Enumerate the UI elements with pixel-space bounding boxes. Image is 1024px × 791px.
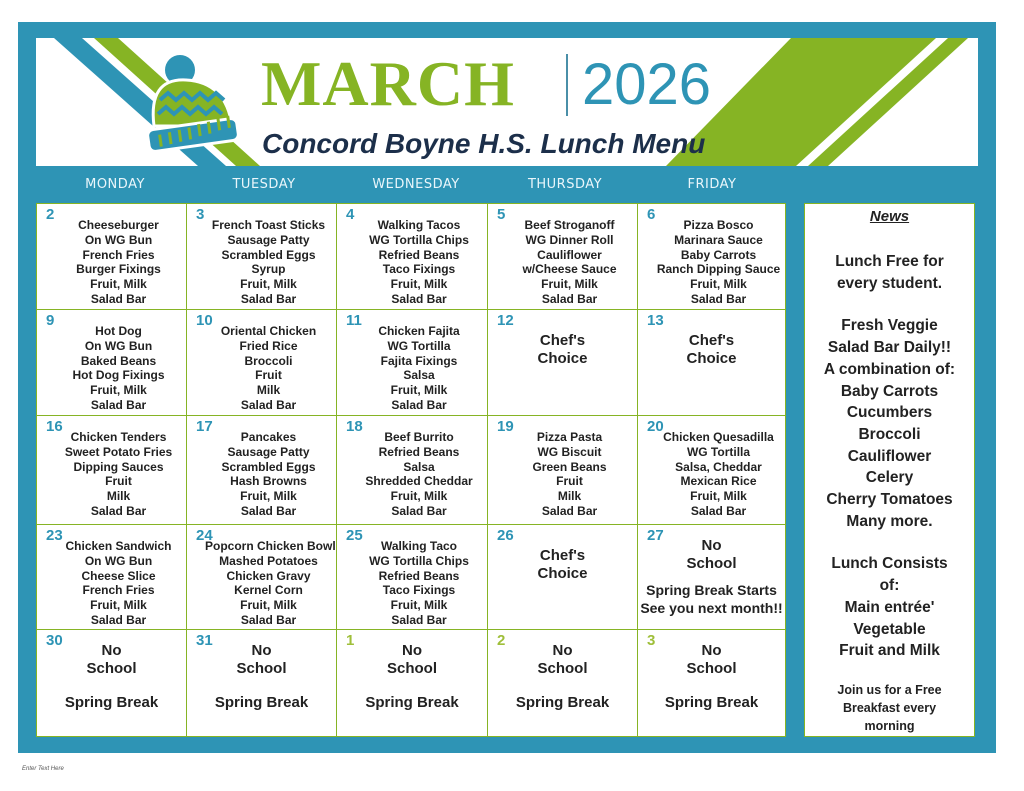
menu-item: Beef Burrito — [384, 430, 454, 444]
menu-item: Ranch Dipping Sauce — [656, 262, 781, 277]
menu-item: Fruit, Milk — [390, 383, 448, 398]
menu-item: Milk — [256, 383, 281, 398]
menu-items — [656, 430, 781, 519]
menu-day-cell — [487, 524, 638, 630]
menu-item: Hot Dog — [95, 324, 142, 338]
menu-item: Salad Bar — [90, 612, 147, 627]
menu-item: Fruit, Milk — [690, 277, 747, 292]
day-number: 4 — [346, 206, 355, 223]
menu-day-cell — [487, 629, 638, 737]
no-school-label: No School — [537, 642, 588, 677]
menu-item: On WG Bun — [84, 338, 153, 353]
day-number: 17 — [196, 418, 213, 435]
menu-item: WG Tortilla Chips — [369, 232, 469, 247]
menu-day-cell — [487, 309, 638, 416]
day-number: 9 — [46, 312, 55, 329]
day-number: 19 — [497, 418, 514, 435]
menu-item: Cauliflower — [537, 247, 602, 262]
day-number: 27 — [647, 527, 664, 544]
title-divider — [566, 54, 568, 116]
menu-item: w/Cheese Sauce — [522, 262, 617, 277]
menu-items — [55, 218, 182, 307]
menu-item: Chicken Fajita — [378, 324, 460, 338]
day-number: 6 — [647, 206, 656, 223]
menu-item: On WG Bun — [84, 553, 153, 568]
menu-day-cell — [637, 203, 786, 310]
menu-items — [355, 539, 483, 628]
footnote-text: Enter Text Here — [22, 766, 64, 772]
day-number: 5 — [497, 206, 506, 223]
menu-item: Walking Taco — [380, 539, 457, 553]
day-header-friday: FRIDAY — [687, 177, 737, 192]
menu-item: Hash Browns — [230, 474, 307, 489]
menu-items — [506, 430, 633, 519]
menu-item: Salad Bar — [240, 397, 297, 412]
menu-item: Milk — [106, 489, 131, 504]
menu-day-cell — [336, 524, 488, 630]
menu-day-cell — [637, 629, 786, 737]
menu-day-cell — [36, 203, 187, 310]
menu-item: Salad Bar — [391, 612, 447, 627]
menu-day-cell — [637, 309, 786, 416]
menu-item: Salsa, Cheddar — [675, 459, 762, 474]
menu-item: Fruit — [255, 368, 282, 383]
day-number: 20 — [647, 418, 664, 435]
menu-item: Dipping Sauces — [73, 459, 164, 474]
day-number: 3 — [647, 632, 656, 649]
menu-day-cell — [186, 203, 337, 310]
menu-item: Salad Bar — [90, 397, 147, 412]
spring-break-note: Spring Break — [515, 694, 610, 711]
menu-item: Salad Bar — [690, 291, 747, 306]
chefs-choice-label: Chef's Choice — [537, 547, 588, 582]
menu-item: Cheeseburger — [78, 218, 159, 232]
menu-item: WG Tortilla — [686, 444, 751, 459]
news-panel — [804, 203, 975, 737]
menu-subtitle: Concord Boyne H.S. Lunch Menu — [262, 128, 706, 159]
menu-item: Beef Stroganoff — [524, 218, 615, 232]
day-number: 10 — [196, 312, 213, 329]
day-header-tuesday: TUESDAY — [232, 177, 296, 192]
menu-grid — [36, 203, 786, 737]
menu-items — [205, 539, 336, 628]
no-school-label: No School — [386, 642, 437, 677]
menu-item: Pancakes — [240, 430, 297, 444]
menu-item: Fajita Fixings — [380, 353, 458, 368]
spring-break-note: Spring Break — [365, 694, 459, 711]
menu-item: Taco Fixings — [382, 262, 456, 277]
news-breakfast: Join us for a Free Breakfast every morning — [837, 682, 942, 733]
menu-item: Scrambled Eggs — [221, 247, 316, 262]
menu-item: Refried Beans — [378, 568, 460, 583]
menu-item: Fried Rice — [239, 338, 298, 353]
menu-day-cell — [336, 309, 488, 416]
day-number: 2 — [497, 632, 506, 649]
menu-item: Salad Bar — [541, 503, 598, 518]
menu-item: Oriental Chicken — [220, 324, 317, 338]
menu-item: Fruit, Milk — [690, 489, 747, 504]
menu-item: WG Dinner Roll — [525, 232, 614, 247]
no-school-label: No School — [686, 642, 737, 677]
menu-day-cell — [487, 415, 638, 525]
menu-items — [355, 324, 483, 413]
menu-item: Fruit, Milk — [541, 277, 598, 292]
menu-item: Popcorn Chicken Bowl — [205, 539, 336, 553]
menu-item: Salsa — [403, 368, 435, 383]
menu-item: Sausage Patty — [227, 444, 310, 459]
menu-item: Salad Bar — [90, 503, 147, 518]
day-number: 25 — [346, 527, 363, 544]
chefs-choice-label: Chef's Choice — [537, 332, 588, 367]
menu-day-cell — [637, 524, 786, 630]
menu-item: Baby Carrots — [680, 247, 757, 262]
menu-item: Mashed Potatoes — [219, 553, 318, 568]
menu-item: Fruit — [105, 474, 132, 489]
menu-item: Fruit, Milk — [240, 598, 297, 613]
news-lunch-consists: Lunch Consists of: Main entrée' Vegetable Fruit and Milk — [831, 555, 948, 660]
menu-item: Salad Bar — [690, 503, 747, 518]
day-header-thursday: THURSDAY — [527, 177, 603, 192]
menu-item: French Toast Sticks — [211, 218, 326, 232]
day-number: 23 — [46, 527, 63, 544]
menu-item: Fruit, Milk — [240, 489, 297, 504]
menu-day-cell — [336, 415, 488, 525]
spring-break-note: Spring Break Starts See you next month!! — [640, 582, 783, 616]
day-number: 2 — [46, 206, 55, 223]
menu-item: Salad Bar — [240, 503, 297, 518]
menu-item: Salad Bar — [90, 291, 147, 306]
menu-item: Marinara Sauce — [674, 232, 763, 247]
menu-items — [656, 218, 781, 307]
menu-item: Chicken Gravy — [226, 568, 311, 583]
menu-item: French Fries — [82, 583, 155, 598]
menu-items — [205, 324, 332, 413]
menu-item: Mexican Rice — [680, 474, 757, 489]
menu-item: Walking Tacos — [377, 218, 461, 232]
day-number: 26 — [497, 527, 514, 544]
calendar-header — [36, 38, 978, 166]
day-number: 18 — [346, 418, 363, 435]
menu-item: Fruit, Milk — [390, 489, 448, 504]
no-school-label: No School — [86, 642, 137, 677]
menu-item: Pizza Pasta — [536, 430, 603, 444]
menu-item: Burger Fixings — [76, 262, 161, 277]
menu-item: Hot Dog Fixings — [72, 368, 165, 383]
menu-day-cell — [186, 415, 337, 525]
menu-items — [355, 430, 483, 519]
menu-item: Chicken Tenders — [70, 430, 167, 444]
menu-day-cell — [36, 309, 187, 416]
menu-item: Chicken Sandwich — [65, 539, 172, 553]
menu-item: Sausage Patty — [227, 232, 310, 247]
menu-items — [205, 430, 332, 519]
menu-item: Baked Beans — [80, 353, 157, 368]
menu-item: Salsa — [403, 459, 435, 474]
menu-day-cell — [336, 203, 488, 310]
menu-item: Salad Bar — [541, 291, 598, 306]
menu-item: WG Tortilla — [387, 338, 451, 353]
menu-item: Fruit — [556, 474, 583, 489]
menu-items — [55, 430, 182, 519]
menu-item: Cheese Slice — [81, 568, 156, 583]
news-salad-bar: Fresh Veggie Salad Bar Daily!! A combination of: Baby Carrots Cucumbers Broccoli Cauliflower Celery Cherry Tomatoes Many more. — [823, 317, 956, 530]
spring-break-note: Spring Break — [214, 694, 309, 711]
spring-break-note: Spring Break — [64, 694, 159, 711]
spring-break-note: Spring Break — [664, 694, 759, 711]
day-number: 30 — [46, 632, 63, 649]
menu-item: French Fries — [82, 247, 155, 262]
day-number: 1 — [346, 632, 355, 649]
year-title: 2026 — [582, 52, 712, 117]
day-number: 24 — [196, 527, 213, 544]
menu-item: Scrambled Eggs — [221, 459, 316, 474]
day-header-monday: MONDAY — [85, 177, 145, 192]
menu-item: Fruit, Milk — [90, 598, 147, 613]
menu-item: Salad Bar — [240, 291, 297, 306]
menu-item: Taco Fixings — [382, 583, 456, 598]
menu-item: Fruit, Milk — [390, 277, 448, 292]
day-number: 31 — [196, 632, 213, 649]
menu-items — [205, 218, 332, 307]
menu-items — [55, 324, 182, 413]
menu-item: Pizza Bosco — [683, 218, 754, 232]
day-number: 11 — [346, 312, 362, 329]
menu-item: Salad Bar — [240, 612, 297, 627]
menu-day-cell — [36, 415, 187, 525]
menu-day-cell — [186, 309, 337, 416]
chefs-choice-label: Chef's Choice — [686, 332, 737, 367]
menu-items — [55, 539, 182, 628]
menu-item: Shredded Cheddar — [365, 474, 473, 489]
menu-item: Milk — [557, 489, 582, 504]
menu-item: Syrup — [251, 262, 286, 277]
menu-item: WG Tortilla Chips — [369, 553, 469, 568]
menu-item: Salad Bar — [391, 291, 447, 306]
menu-item: Refried Beans — [378, 444, 460, 459]
day-number: 12 — [497, 312, 514, 329]
menu-item: Fruit, Milk — [390, 598, 448, 613]
day-number: 3 — [196, 206, 205, 223]
menu-item: Kernel Corn — [234, 583, 303, 598]
no-school-label: No School — [236, 642, 287, 677]
menu-day-cell — [487, 203, 638, 310]
menu-item: Broccoli — [244, 353, 293, 368]
menu-day-cell — [36, 524, 187, 630]
menu-item: WG Biscuit — [537, 444, 602, 459]
menu-item: Salad Bar — [391, 397, 447, 412]
news-title: News — [869, 208, 910, 225]
menu-item: Fruit, Milk — [90, 383, 147, 398]
menu-item: On WG Bun — [84, 232, 153, 247]
menu-item: Sweet Potato Fries — [64, 444, 173, 459]
menu-items — [506, 218, 633, 307]
menu-item: Green Beans — [532, 459, 607, 474]
day-number: 16 — [46, 418, 63, 435]
menu-day-cell — [186, 524, 337, 630]
winter-hat-icon — [146, 48, 246, 156]
menu-items — [355, 218, 483, 307]
news-free-lunch: Lunch Free for every student. — [835, 253, 944, 292]
menu-day-cell — [186, 629, 337, 737]
menu-day-cell — [36, 629, 187, 737]
menu-day-cell — [336, 629, 488, 737]
menu-item: Chicken Quesadilla — [663, 430, 774, 444]
month-title: MARCH — [261, 48, 515, 119]
day-header-wednesday: WEDNESDAY — [372, 177, 460, 192]
menu-item: Salad Bar — [391, 503, 447, 518]
no-school-label: No School — [686, 537, 737, 572]
menu-day-cell — [637, 415, 786, 525]
menu-item: Fruit, Milk — [240, 277, 297, 292]
menu-item: Fruit, Milk — [90, 277, 147, 292]
menu-item: Refried Beans — [378, 247, 460, 262]
day-number: 13 — [647, 312, 664, 329]
